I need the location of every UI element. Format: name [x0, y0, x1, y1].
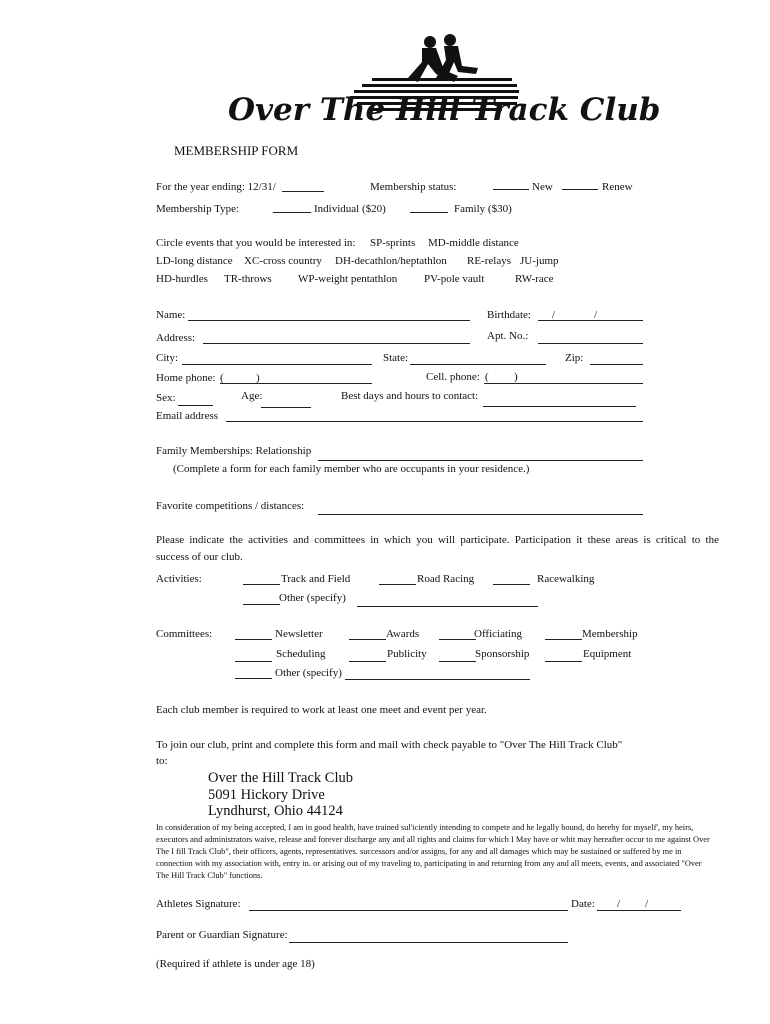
home-phone-label: Home phone: [156, 372, 216, 384]
equipment-checkbox[interactable] [545, 661, 582, 662]
events-intro: Circle events that you would be interested in: [156, 237, 356, 249]
individual-checkbox[interactable] [273, 212, 311, 213]
guardian-signature-field[interactable] [289, 942, 568, 943]
newsletter-checkbox[interactable] [235, 639, 272, 640]
svg-text:Over The Hill Track Club: Over The Hill Track Club [228, 92, 661, 128]
home-phone-paren-close: ) [256, 372, 260, 384]
committee-equipment: Equipment [583, 648, 632, 660]
favorites-field[interactable] [318, 514, 643, 515]
cell-phone-field[interactable] [484, 383, 643, 384]
join-to: to: [156, 755, 168, 767]
activity-other-checkbox[interactable] [243, 604, 280, 605]
address-field[interactable] [203, 343, 470, 344]
new-checkbox[interactable] [493, 189, 529, 190]
cell-phone-paren-close: ) [514, 371, 518, 383]
meet-requirement: Each club member is required to work at least one meet and event per year. [156, 704, 487, 716]
address-label: Address: [156, 332, 196, 344]
email-field[interactable] [226, 421, 643, 422]
membership-status-label: Membership status: [370, 181, 457, 193]
apt-field[interactable] [538, 343, 643, 344]
committee-officiating: Officiating [474, 628, 523, 640]
sponsorship-checkbox[interactable] [439, 661, 476, 662]
home-phone-field[interactable] [220, 383, 372, 384]
family-checkbox[interactable] [410, 212, 448, 213]
cell-phone-paren-open: ( [485, 371, 489, 383]
committee-membership: Membership [582, 628, 638, 640]
required-note: (Required if athlete is under age 18) [156, 958, 315, 970]
publicity-checkbox[interactable] [349, 661, 386, 662]
activity-road-racing: Road Racing [417, 573, 475, 585]
event-sp[interactable]: SP-sprints [370, 237, 416, 249]
participation-text-2: success of our club. [156, 551, 243, 563]
event-wp[interactable]: WP-weight pentathlon [298, 273, 398, 285]
club-address-city: Lyndhurst, Ohio 44124 [208, 803, 343, 819]
event-re[interactable]: RE-relays [467, 255, 511, 267]
committee-other-checkbox[interactable] [235, 678, 272, 679]
renew-checkbox[interactable] [562, 189, 598, 190]
year-ending-field[interactable] [282, 191, 324, 192]
city-field[interactable] [182, 364, 372, 365]
new-label: New [532, 181, 553, 193]
athlete-signature-field[interactable] [249, 910, 568, 911]
waiver-text: In consideration of my being accepted, I am in good health, have trained sul'iciently intending to compete and he legally bound, do hereby for myself', my heirs, executors and administrators waive, release and forever discharge any and all rights and claims for which I May have or whit may hereafter occur to me against Over The I fill Track Club", their officers, agents, representatives. successors and/or assigns, for any and all damages which may be sustained or suffered by me in connection with my association with, entry in. or arising out of my traveling to, participating in and returning from any and all meets, events, and associated "Over The Hill Track Club" functions. [156, 823, 710, 880]
home-phone-paren-open: ( [220, 372, 224, 384]
committee-newsletter: Newsletter [275, 628, 323, 640]
event-pv[interactable]: PV-pole vault [424, 273, 485, 285]
individual-label: Individual ($20) [314, 203, 386, 215]
activity-track-field: Track and Field [281, 573, 351, 585]
event-ld[interactable]: LD-long distance [156, 255, 233, 267]
state-field[interactable] [410, 364, 546, 365]
road-racing-checkbox[interactable] [379, 584, 416, 585]
scheduling-checkbox[interactable] [235, 661, 272, 662]
birthdate-label: Birthdate: [487, 309, 531, 321]
state-label: State: [383, 352, 409, 364]
sex-field[interactable] [178, 405, 213, 406]
date-slash-1: / [617, 898, 621, 910]
event-tr[interactable]: TR-throws [224, 273, 272, 285]
favorites-label: Favorite competitions / distances: [156, 500, 305, 512]
age-label: Age: [241, 390, 263, 402]
age-field[interactable] [261, 407, 311, 408]
email-label: Email address [156, 410, 219, 422]
city-label: City: [156, 352, 179, 364]
date-slash-2: / [645, 898, 649, 910]
event-md[interactable]: MD-middle distance [428, 237, 519, 249]
renew-label: Renew [602, 181, 633, 193]
committee-other-field[interactable] [345, 679, 530, 680]
event-hd[interactable]: HD-hurdles [156, 273, 208, 285]
activity-racewalking: Racewalking [537, 573, 595, 585]
best-days-label: Best days and hours to contact: [341, 390, 479, 402]
runners-logo-icon [222, 34, 661, 128]
apt-label: Apt. No.: [487, 330, 529, 342]
committee-sponsorship: Sponsorship [475, 648, 530, 660]
activity-other-field[interactable] [357, 606, 538, 607]
form-title: MEMBERSHIP FORM [174, 143, 299, 158]
club-address-name: Over the Hill Track Club [208, 770, 353, 786]
committee-awards: Awards [386, 628, 420, 640]
birthdate-slash-1: / [552, 309, 556, 321]
committee-publicity: Publicity [387, 648, 427, 660]
event-dh[interactable]: DH-decathlon/heptathlon [335, 255, 447, 267]
awards-checkbox[interactable] [349, 639, 386, 640]
event-rw[interactable]: RW-race [515, 273, 554, 285]
sex-label: Sex: [156, 392, 176, 404]
family-relationship-label: Family Memberships: Relationship [156, 445, 312, 457]
activities-label: Activities: [156, 573, 202, 585]
club-address-street: 5091 Hickory Drive [208, 787, 325, 803]
zip-field[interactable] [590, 364, 643, 365]
membership-checkbox[interactable] [545, 639, 582, 640]
participation-text: Please indicate the activities and committees in which you will participate. Participation it these areas is critical to the [156, 534, 719, 546]
name-field[interactable] [188, 320, 470, 321]
activity-other: Other (specify) [279, 592, 346, 604]
zip-label: Zip: [565, 352, 584, 364]
committee-scheduling: Scheduling [276, 648, 326, 660]
year-ending-label: For the year ending: 12/31/ [156, 181, 276, 193]
club-logo [222, 34, 661, 128]
membership-type-label: Membership Type: [156, 203, 240, 215]
family-label: Family ($30) [454, 203, 512, 215]
cell-phone-label: Cell. phone: [426, 371, 480, 383]
racewalking-checkbox[interactable] [493, 584, 530, 585]
committee-other: Other (specify) [275, 667, 342, 679]
name-label: Name: [156, 309, 186, 321]
committees-label: Committees: [156, 628, 213, 640]
date-label: Date: [571, 898, 595, 910]
guardian-signature-label: Parent or Guardian Signature: [156, 929, 288, 941]
family-relationship-field[interactable] [318, 460, 643, 461]
birthdate-slash-2: / [594, 309, 598, 321]
date-field[interactable] [597, 910, 681, 911]
best-days-field[interactable] [483, 406, 636, 407]
officiating-checkbox[interactable] [439, 639, 476, 640]
join-instructions: To join our club, print and complete this form and mail with check payable to "Over The Hill Track Club" [156, 739, 623, 751]
event-ju[interactable]: JU-jump [520, 255, 559, 267]
family-note: (Complete a form for each family member who are occupants in your residence.) [173, 463, 530, 475]
athlete-signature-label: Athletes Signature: [156, 898, 241, 910]
track-field-checkbox[interactable] [243, 584, 280, 585]
event-xc[interactable]: XC-cross country [244, 255, 322, 267]
